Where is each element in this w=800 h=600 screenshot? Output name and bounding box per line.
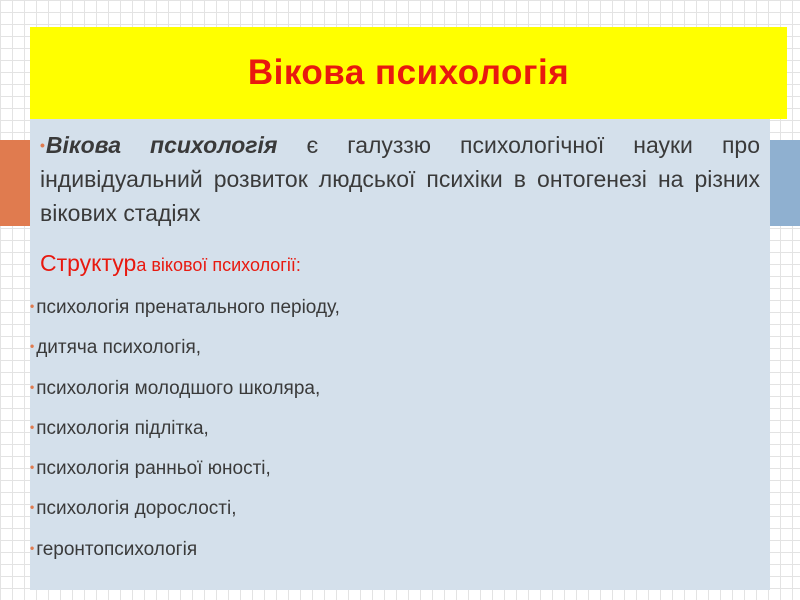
- structure-heading-rest: а вікової психології:: [136, 255, 301, 275]
- bullet-icon: •: [30, 299, 35, 313]
- accent-bar-left: [0, 140, 30, 226]
- bullet-icon: •: [30, 460, 35, 475]
- bullet-icon: •: [30, 419, 35, 434]
- subfield-list: [30, 286, 340, 568]
- bullet-icon: •: [30, 379, 35, 394]
- structure-heading: [40, 250, 760, 277]
- structure-heading-emphasis: Структур: [40, 250, 137, 276]
- intro-term: Вікова психологія: [45, 132, 278, 158]
- bullet-icon: •: [40, 137, 45, 153]
- list-item-text: психологія дорослості,: [36, 498, 237, 520]
- list-item: [30, 487, 340, 527]
- bullet-icon: •: [30, 540, 35, 555]
- list-item: [30, 407, 340, 447]
- list-item-text: дитяча психологія,: [36, 337, 202, 359]
- list-item: [30, 367, 340, 407]
- intro-text: є галуззю психологічної науки про індивідуальний розвиток людської психіки в онтогенезі на різних вікових стадіях: [40, 132, 760, 226]
- list-item: [30, 286, 340, 326]
- list-item-text: психологія пренатального періоду,: [36, 297, 340, 318]
- list-item-text: психологія молодшого школяра,: [36, 377, 321, 399]
- list-item-text: психологія ранньої юності,: [36, 458, 271, 480]
- list-item: [30, 528, 340, 568]
- title-band: [30, 27, 787, 119]
- accent-bar-right: [770, 140, 800, 226]
- bullet-icon: •: [30, 500, 35, 515]
- slide-title: Вікова психологія: [247, 53, 570, 92]
- list-item: [30, 447, 340, 487]
- bullet-icon: •: [30, 339, 35, 354]
- intro-paragraph: [40, 128, 760, 230]
- list-item-text: геронтопсихологія: [36, 538, 198, 560]
- list-item: [30, 326, 340, 366]
- list-item-text: психологія підлітка,: [36, 417, 209, 439]
